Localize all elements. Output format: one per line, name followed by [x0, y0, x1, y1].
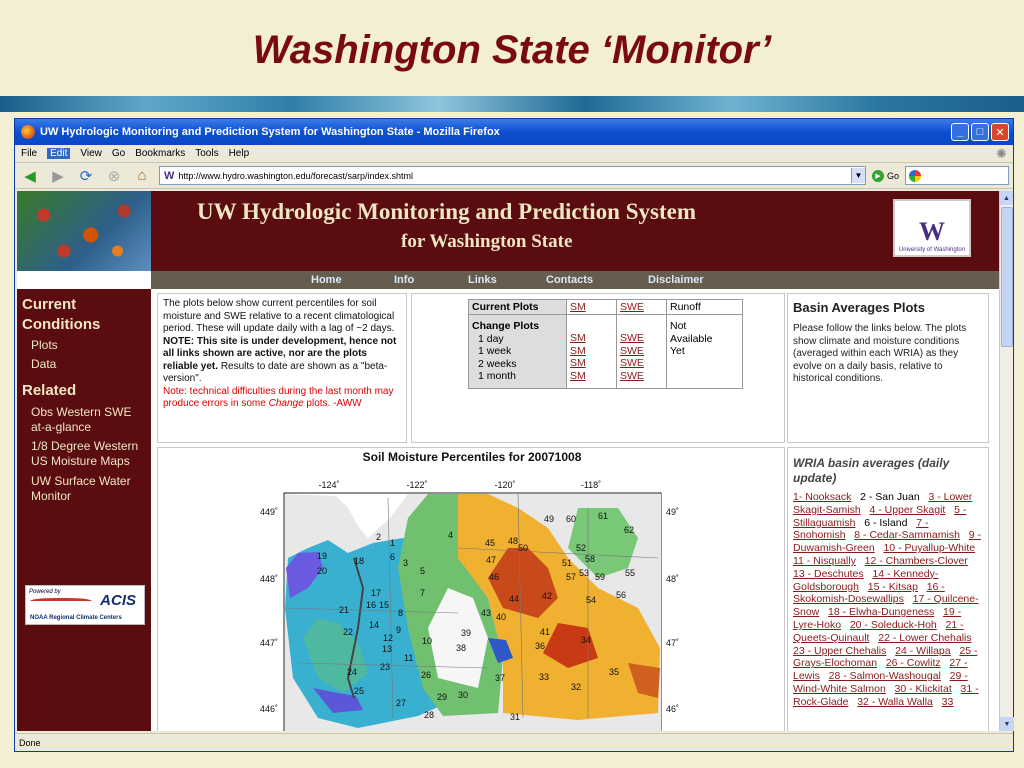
map-basin-number-61: 61 [598, 511, 609, 521]
sidebar-heading-conditions: Conditions [22, 316, 101, 333]
map-lon-label-1: -122˚ [406, 480, 428, 490]
address-text: http://www.hydro.washington.edu/forecast/sarp/index.shtml [178, 170, 414, 181]
go-label: Go [886, 170, 899, 181]
throbber-icon: ✺ [996, 145, 1007, 161]
map-basin-number-36: 36 [535, 641, 546, 651]
map-basin-number-56: 56 [616, 590, 627, 600]
map-basin-number-34: 34 [581, 635, 592, 645]
period-1-month: 1 month [478, 370, 516, 382]
map-basin-number-11: 11 [404, 653, 414, 663]
map-basin-number-29: 29 [437, 692, 448, 702]
wria-link-23[interactable]: 23 - Upper Chehalis [793, 644, 887, 657]
period-1-week: 1 week [478, 345, 512, 357]
uw-logo-caption: University of Washington [898, 247, 966, 253]
map-basin-number-23: 23 [380, 662, 391, 672]
browser-window [14, 118, 1014, 752]
map-basin-number-49: 49 [544, 514, 555, 524]
map-basin-number-42: 42 [542, 591, 553, 601]
map-basin-number-4: 4 [448, 530, 454, 540]
map-basin-number-54: 54 [586, 595, 597, 605]
go-arrow-icon: ▶ [872, 170, 884, 182]
scroll-thumb[interactable] [1001, 207, 1013, 347]
plots-table-panel [411, 293, 785, 443]
map-basin-number-24: 24 [347, 667, 358, 677]
map-basin-number-5: 5 [420, 566, 426, 576]
wria-list [793, 456, 983, 709]
map-basin-number-19: 19 [317, 551, 328, 561]
map-lat-label-right-0: 49˚ [666, 507, 680, 517]
change-sm-1-month-link[interactable]: SM [570, 369, 586, 382]
map-basin-number-55: 55 [625, 568, 636, 578]
change-sm-1-week-link[interactable]: SM [570, 344, 586, 357]
uw-logo-mark: W [919, 217, 945, 246]
map-basin-number-47: 47 [486, 555, 497, 565]
map-basin-number-10: 10 [422, 636, 433, 646]
wria-link-4[interactable]: 4 - Upper Skagit [869, 503, 946, 516]
stop-icon[interactable]: ⊗ [107, 167, 121, 185]
map-basin-number-31: 31 [510, 712, 521, 722]
wria-link-12[interactable]: 12 - Chambers-Clover [864, 554, 968, 567]
wria-link-29[interactable]: 29 - Wind-White Salmon [793, 670, 968, 695]
current-plots-label: Current Plots [469, 300, 567, 315]
soil-moisture-map-panel [157, 447, 785, 731]
map-lon-label-2: -120˚ [494, 480, 516, 490]
wria-link-22[interactable]: 22 - Lower Chehalis [878, 631, 972, 644]
intro-red-note: Note: technical difficulties during the last month may produce errors in some Change plots. -AWW [163, 385, 394, 409]
wria-link-10[interactable]: 10 - Puyallup-White [883, 542, 976, 555]
vertical-scrollbar[interactable] [999, 191, 1013, 731]
window-title: UW Hydrologic Monitoring and Prediction System for Washington State - Mozilla Firefox [40, 126, 500, 138]
nav-contacts[interactable]: Contacts [546, 274, 594, 286]
reload-icon[interactable]: ⟳ [79, 167, 93, 185]
sidebar-item-moisture-maps-line2: US Moisture Maps [31, 454, 130, 468]
basin-averages-panel [787, 293, 989, 443]
map-basin-number-52: 52 [576, 543, 587, 553]
wria-link-27[interactable]: 27 - Lewis [793, 657, 968, 683]
window-titlebar[interactable] [15, 119, 1013, 145]
map-basin-number-53: 53 [579, 568, 590, 578]
map-lon-label-3: -118˚ [580, 480, 602, 490]
wria-link-33[interactable]: 33 [941, 695, 954, 708]
map-basin-number-16: 16 [366, 600, 377, 610]
basin-averages-title: Basin Averages Plots [793, 300, 925, 315]
map-basin-number-27: 27 [396, 698, 407, 708]
map-basin-number-39: 39 [461, 628, 472, 638]
wria-link-3[interactable]: 3 - Lower Skagit-Samish [793, 491, 973, 516]
map-basin-number-35: 35 [609, 667, 620, 677]
menu-edit[interactable]: Edit [47, 148, 70, 159]
change-swe-1-week-link[interactable]: SWE [620, 344, 644, 357]
map-basin-number-59: 59 [595, 572, 606, 582]
site-banner [17, 191, 999, 271]
close-button[interactable]: ✕ [991, 123, 1009, 141]
map-lat-label-right-2: 47˚ [666, 638, 680, 648]
wria-panel [787, 447, 989, 731]
wria-link-17[interactable]: 17 - Quilcene-Snow [793, 593, 979, 619]
map-basin-number-26: 26 [421, 670, 432, 680]
status-text: Done [19, 737, 41, 748]
wria-link-24[interactable]: 24 - Willapa [895, 644, 951, 657]
menu-help[interactable]: Help [228, 148, 250, 159]
acis-swoosh-icon [30, 598, 92, 606]
site-title: UW Hydrologic Monitoring and Prediction System [197, 199, 696, 224]
plots-table [468, 299, 743, 389]
change-swe-2-weeks-link[interactable]: SWE [620, 357, 644, 369]
not-available-line3: Yet [670, 345, 685, 357]
map-basin-number-30: 30 [458, 690, 469, 700]
apple-orchard-photo [17, 191, 151, 271]
map-basin-number-45: 45 [485, 538, 496, 548]
sidebar-item-obs-swe[interactable] [31, 405, 131, 435]
address-bar[interactable] [159, 166, 866, 185]
uw-logo[interactable] [893, 199, 971, 257]
sidebar-heading-related: Related [22, 382, 77, 399]
sidebar-item-surface-water[interactable] [31, 474, 131, 504]
map-basin-number-12: 12 [383, 633, 394, 643]
intro-note: NOTE: This site is under development, hence not all links shown are active, nor are the plots reliable yet. [163, 335, 397, 372]
page-viewport [17, 191, 999, 731]
soil-moisture-map[interactable] [158, 448, 786, 731]
wria-link-20[interactable]: 20 - Soleduck-Hoh [849, 618, 937, 631]
wria-link-19[interactable]: 19 - Lyre-Hoko [793, 606, 962, 631]
menu-view[interactable]: View [80, 148, 102, 159]
map-basin-number-58: 58 [585, 554, 596, 564]
period-2-weeks: 2 weeks [478, 357, 517, 370]
home-icon[interactable]: ⌂ [137, 167, 147, 184]
minimize-button[interactable]: _ [951, 123, 969, 141]
not-available-line2: Available [670, 332, 713, 345]
menu-tools[interactable]: Tools [195, 148, 219, 159]
wria-link-1[interactable]: 1- Nooksack [793, 491, 852, 503]
period-1-day: 1 day [478, 332, 504, 345]
menu-bar [15, 145, 1013, 163]
sidebar-item-surface-water-line2: Monitor [31, 489, 72, 503]
wria-link-7[interactable]: 7 - Snohomish [793, 516, 929, 542]
acis-caption: NOAA Regional Climate Centers [30, 615, 122, 621]
map-basin-number-7: 7 [420, 588, 426, 598]
wria-link-32[interactable]: 32 - Walla Walla [857, 695, 933, 708]
map-basin-number-22: 22 [343, 627, 354, 637]
acis-logo[interactable] [25, 585, 145, 625]
sidebar-item-data[interactable]: Data [31, 357, 57, 371]
change-sm-2-weeks-link[interactable]: SM [570, 357, 586, 369]
map-basin-number-2: 2 [376, 532, 382, 542]
not-available-line1: Not [670, 320, 687, 332]
acis-name: ACIS [100, 592, 136, 609]
map-basin-number-57: 57 [566, 572, 577, 582]
map-basin-number-40: 40 [496, 612, 507, 622]
map-basin-number-33: 33 [539, 672, 550, 682]
wria-link-15[interactable]: 15 - Kitsap [867, 580, 918, 593]
map-lat-label-left-0: 449˚ [259, 507, 278, 517]
change-sm-1-day-link[interactable]: SM [570, 332, 586, 344]
change-plots-label: Change Plots [472, 320, 540, 332]
map-basin-number-13: 13 [382, 644, 393, 654]
wria-link-13[interactable]: 13 - Deschutes [793, 567, 864, 580]
map-lat-label-right-3: 46˚ [666, 704, 680, 714]
map-lon-label-0: -124˚ [318, 480, 340, 490]
sidebar-item-obs-swe-line2: at-a-glance [31, 420, 92, 434]
scroll-down-icon[interactable]: ▼ [1000, 717, 1014, 731]
map-basin-number-25: 25 [354, 686, 365, 696]
wria-link-6: 6 - Island [864, 516, 908, 529]
wria-link-14[interactable]: 14 - Kennedy-Goldsborough [793, 567, 939, 593]
wria-link-5[interactable]: 5 - Stillaguamish [793, 503, 967, 529]
search-input[interactable] [905, 166, 1009, 185]
sidebar-item-moisture-maps-line1: 1/8 Degree Western [31, 439, 139, 453]
intro-text: The plots below show current percentiles for soil moisture and SWE relative to a recent climatological period. These will update daily with a lag of ~2 days. [163, 298, 395, 334]
wria-link-30[interactable]: 30 - Klickitat [894, 682, 952, 695]
wria-link-18[interactable]: 18 - Elwha-Dungeness [828, 606, 935, 619]
sidebar-item-obs-swe-line1: Obs Western SWE [31, 405, 132, 419]
scroll-up-icon[interactable]: ▲ [1000, 191, 1013, 205]
map-basin-number-62: 62 [624, 525, 635, 535]
acis-powered-by: Powered by [29, 589, 61, 595]
wria-link-8[interactable]: 8 - Cedar-Sammamish [854, 529, 960, 542]
maximize-button[interactable]: □ [971, 123, 989, 141]
map-basin-number-15: 15 [379, 600, 390, 610]
current-runoff-label: Runoff [667, 300, 743, 315]
map-basin-number-46: 46 [489, 572, 500, 582]
map-title: Soil Moisture Percentiles for 20071008 [362, 450, 582, 464]
firefox-icon [21, 125, 35, 139]
wria-link-2: 2 - San Juan [860, 491, 920, 503]
site-favicon-icon: W [164, 169, 175, 182]
map-basin-number-6: 6 [390, 552, 396, 562]
map-basin-number-44: 44 [509, 594, 520, 604]
map-basin-number-9: 9 [396, 625, 402, 635]
map-basin-number-28: 28 [424, 710, 435, 720]
navigation-toolbar [15, 163, 1013, 189]
map-lat-label-left-1: 448˚ [259, 574, 278, 584]
wria-link-28[interactable]: 28 - Salmon-Washougal [828, 670, 941, 683]
sidebar-item-moisture-maps[interactable] [31, 439, 138, 469]
change-swe-1-day-link[interactable]: SWE [620, 332, 644, 344]
wria-link-16[interactable]: 16 - Skokomish-Dosewallips [793, 580, 945, 606]
map-basin-number-21: 21 [339, 605, 350, 615]
menu-bookmarks[interactable]: Bookmarks [135, 148, 186, 159]
map-basin-number-51: 51 [562, 558, 573, 568]
change-swe-1-month-link[interactable]: SWE [620, 369, 644, 382]
map-basin-number-48: 48 [508, 536, 519, 546]
google-icon [909, 170, 921, 182]
slide-title: Washington State ‘Monitor’ [252, 28, 772, 72]
nav-info[interactable]: Info [394, 274, 415, 286]
intro-panel [157, 293, 407, 443]
nav-home[interactable]: Home [311, 274, 342, 286]
address-dropdown-icon[interactable]: ▼ [851, 168, 865, 183]
map-basin-number-17: 17 [371, 588, 382, 598]
wria-heading: WRIA basin averages (daily update) [793, 456, 950, 485]
current-sm-link[interactable]: SM [570, 301, 586, 313]
map-basin-number-20: 20 [317, 566, 328, 576]
site-subtitle: for Washington State [401, 231, 573, 252]
map-basin-number-37: 37 [495, 673, 506, 683]
basin-averages-text: Please follow the links below. The plots show climate and moisture conditions (averaged within each WRIA) as they evolve on a daily basis, relative to historical conditions. [793, 323, 967, 384]
map-lat-label-left-2: 447˚ [259, 638, 278, 648]
map-basin-number-43: 43 [481, 608, 492, 618]
wria-link-25[interactable]: 25 - Grays-Elochoman [793, 644, 978, 670]
back-arrow-icon[interactable]: ◀ [24, 167, 36, 185]
map-basin-number-60: 60 [566, 514, 577, 524]
forward-arrow-icon[interactable]: ▶ [52, 167, 64, 185]
wria-link-11[interactable]: 11 - Nisqually [793, 554, 856, 567]
decorative-water-band [0, 96, 1024, 112]
nav-disclaimer[interactable]: Disclaimer [648, 274, 704, 286]
map-basin-number-18: 18 [354, 556, 365, 566]
map-basin-number-41: 41 [540, 627, 551, 637]
wria-link-21[interactable]: 21 - Queets-Quinault [793, 618, 964, 644]
map-basin-number-32: 32 [571, 682, 582, 692]
map-basin-number-3: 3 [403, 558, 409, 568]
sidebar-item-plots[interactable]: Plots [31, 338, 58, 352]
wria-link-9[interactable]: 9 - Duwamish-Green [793, 529, 981, 555]
menu-go[interactable]: Go [111, 148, 126, 159]
wria-link-26[interactable]: 26 - Cowlitz [885, 657, 941, 670]
top-navigation [151, 271, 999, 289]
map-basin-number-14: 14 [369, 620, 380, 630]
map-basin-number-8: 8 [398, 608, 404, 618]
menu-file[interactable]: File [21, 148, 38, 159]
intro-beta: Results to date are shown as a "beta-version". [163, 360, 388, 384]
current-swe-link[interactable]: SWE [620, 301, 644, 313]
status-bar [15, 733, 1013, 751]
nav-links[interactable]: Links [468, 274, 497, 286]
sidebar-heading-current: Current [22, 296, 77, 313]
map-lat-label-right-1: 48˚ [666, 574, 680, 584]
map-lat-label-left-3: 446˚ [259, 704, 278, 714]
sidebar [17, 289, 151, 731]
go-button[interactable] [872, 170, 899, 182]
map-basin-number-38: 38 [456, 643, 467, 653]
wria-links [793, 491, 983, 709]
map-basin-number-1: 1 [390, 538, 396, 548]
map-basin-number-50: 50 [518, 543, 529, 553]
sidebar-item-surface-water-line1: UW Surface Water [31, 474, 131, 488]
wria-link-31[interactable]: 31 - Rock-Glade [793, 682, 979, 708]
